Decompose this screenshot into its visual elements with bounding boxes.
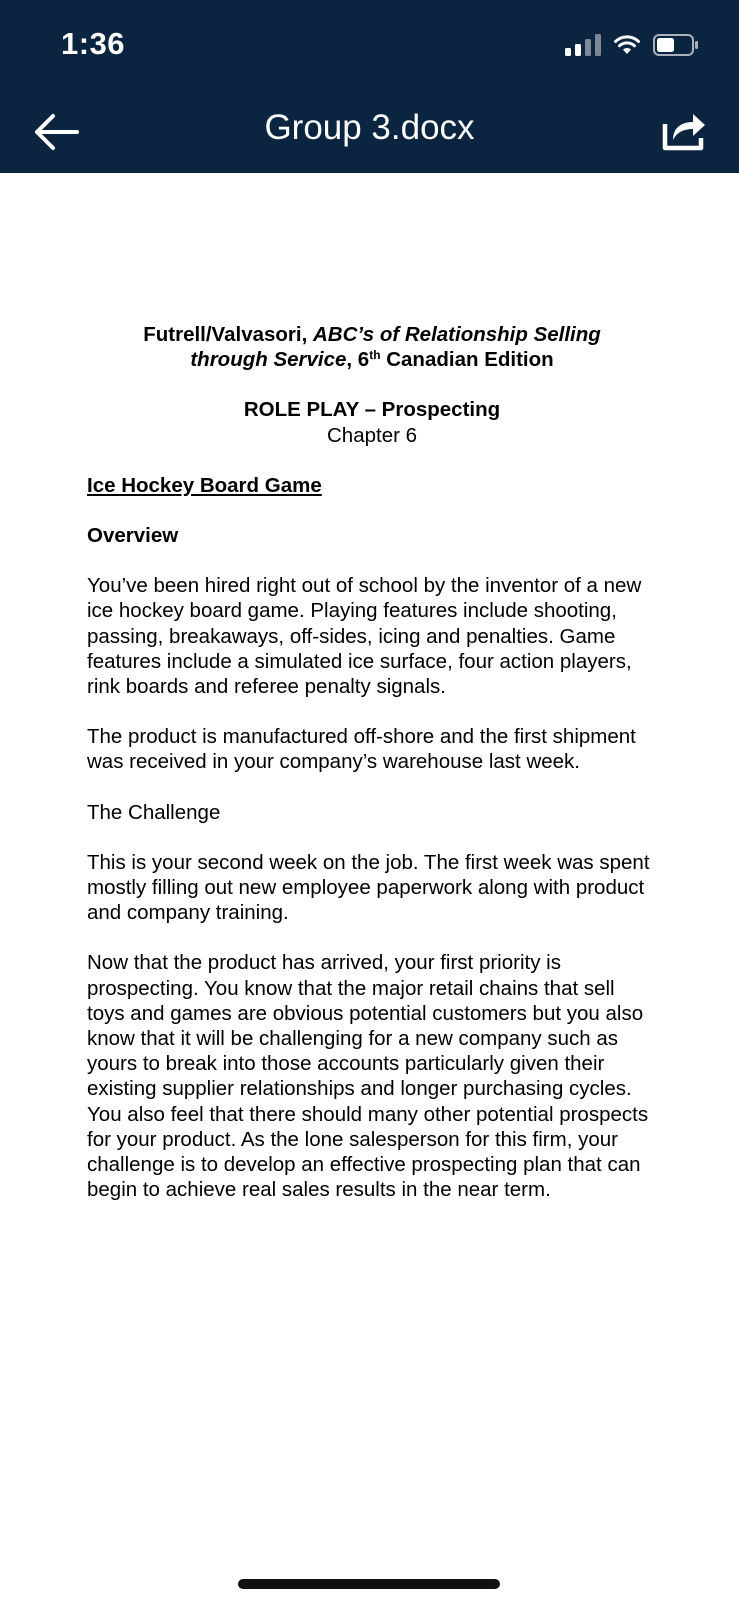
challenge-heading: The Challenge: [87, 800, 221, 824]
home-indicator[interactable]: [238, 1579, 500, 1589]
role-play-title: ROLE PLAY – Prospecting: [243, 398, 501, 422]
paragraph-manufacturing: The product is manufactured off-shore and the first shipment was received in your company’s warehouse last week.: [87, 725, 636, 774]
game-heading: Ice Hockey Board Game: [87, 473, 322, 497]
citation-line-2: through Service, 6th Canadian Edition: [190, 348, 554, 372]
signal-icon: [565, 34, 601, 56]
paragraph-overview: You’ve been hired right out of school by the inventor of a new ice hockey board game. Playing features include shooting, passing, breakaways, off-sides, icing and penalties. Game features include a simulated ice surface, four action players, rink boards and referee penalty signals.: [87, 574, 642, 699]
paragraph-prospecting: Now that the product has arrived, your first priority is prospecting. You know that the major retail chains that sell toys and games are obvious potential customers but you also know that it will be challenging for a new company such as yours to break into those accounts particularly given their existing supplier relationships and longer purchasing cycles. You also feel that there should many other potential prospects for your product. As the lone salesperson for this firm, your challenge is to develop an effective prospecting plan that can begin to achieve real sales results in the near term.: [87, 951, 649, 1202]
chapter-label: Chapter 6: [326, 423, 418, 447]
document-title: Group 3.docx: [264, 108, 475, 147]
share-button[interactable]: [657, 104, 709, 156]
wifi-icon: [613, 34, 641, 56]
status-icons: [565, 32, 699, 58]
share-icon: [659, 108, 707, 152]
citation-line-1: Futrell/Valvasori, ABC’s of Relationship Selling: [143, 323, 601, 346]
back-button[interactable]: [30, 108, 82, 156]
battery-icon: [653, 34, 699, 56]
paragraph-second-week: This is your second week on the job. The first week was spent mostly filling out new employee paperwork along with product and company training.: [87, 850, 650, 925]
status-time: 1:36: [61, 26, 126, 61]
document-body: [87, 322, 657, 1202]
top-bar: [0, 0, 739, 173]
overview-heading: Overview: [87, 524, 179, 548]
arrow-left-icon: [33, 113, 79, 151]
